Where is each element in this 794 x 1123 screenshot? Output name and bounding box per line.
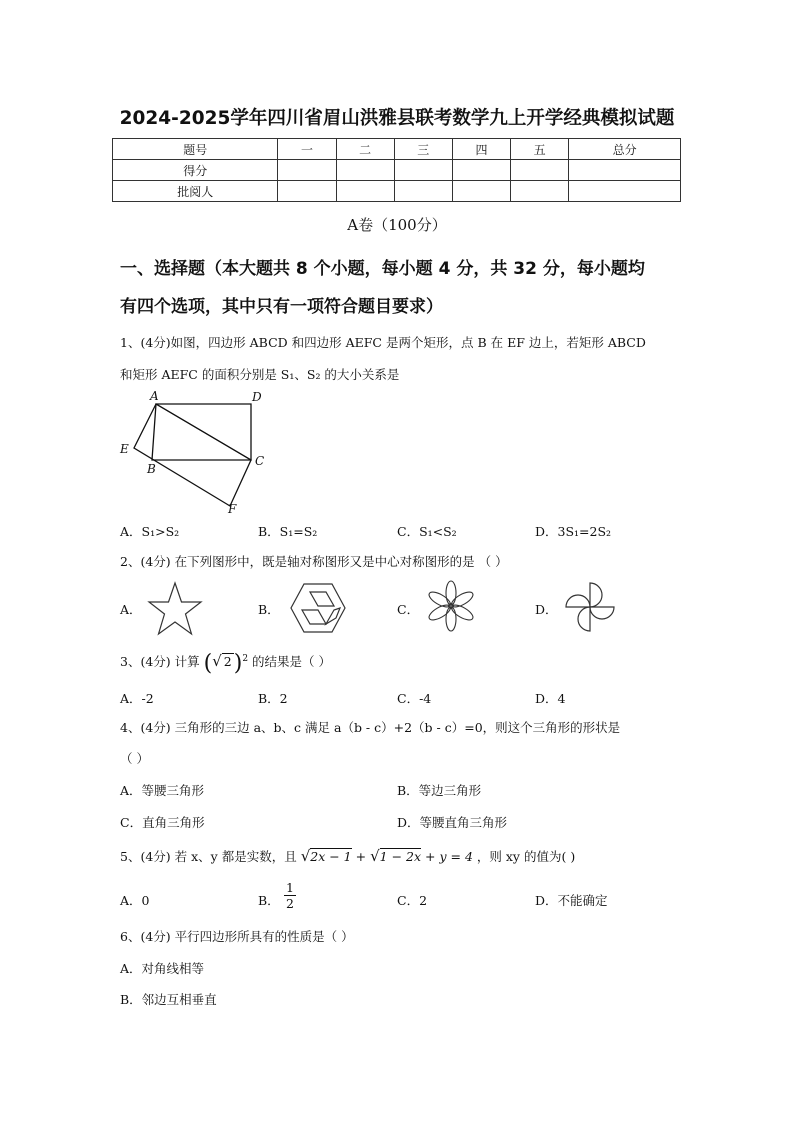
q3-paren-close: ) — [233, 651, 243, 677]
q3-option-c[interactable]: C．-4 — [397, 691, 432, 706]
score-header-cell: 四 — [452, 139, 510, 160]
star-icon — [146, 580, 204, 638]
label-d: D — [252, 390, 262, 404]
q4-option-d[interactable]: D．等腰直角三角形 — [397, 815, 508, 830]
score-header-cell: 二 — [336, 139, 394, 160]
score-header-cell: 三 — [394, 139, 452, 160]
score-cell[interactable] — [336, 160, 394, 181]
score-header-cell: 五 — [511, 139, 569, 160]
q5-fraction — [284, 880, 296, 911]
q5-fraction-denominator: 2 — [286, 896, 294, 911]
score-row-label: 批阅人 — [113, 181, 278, 202]
q5-option-d[interactable]: D．不能确定 — [535, 893, 608, 908]
q6-option-a[interactable]: A．对角线相等 — [120, 961, 205, 976]
q5-radicand-2: 1 − 2x — [379, 849, 422, 864]
q3-option-a[interactable]: A．-2 — [120, 691, 154, 706]
label-e: E — [120, 442, 129, 456]
score-row-label: 得分 — [113, 160, 278, 181]
q5-sqrt-sign-1: √ — [300, 847, 311, 865]
q5-suffix: ，则 xy 的值为( ) — [476, 849, 576, 864]
q1-rectangle-figure — [112, 386, 272, 516]
score-cell[interactable] — [394, 160, 452, 181]
score-table-row — [113, 181, 681, 202]
label-b: B — [147, 462, 156, 476]
score-cell[interactable] — [278, 181, 336, 202]
q4-option-a[interactable]: A．等腰三角形 — [120, 783, 205, 798]
q3-suffix: 的结果是（ ） — [252, 654, 332, 670]
q5-sqrt-sign-2: √ — [370, 847, 380, 865]
q4-text-line1: 4、(4分) 三角形的三边 a、b、c 满足 a（b - c）+2（b - c）=0，则这个三角形的形状是 — [120, 720, 621, 735]
page-title: 2024-2025学年四川省眉山洪雅县联考数学九上开学经典模拟试题 — [119, 108, 675, 129]
score-header-cell: 题号 — [113, 139, 278, 160]
q5-option-a[interactable]: A．0 — [120, 893, 150, 908]
q2-option-a[interactable]: A． — [120, 602, 142, 617]
diagonal-ac — [156, 404, 251, 460]
q3-sqrt-sign: √ — [212, 652, 222, 671]
q2-text: 2、(4分) 在下列图形中，既是轴对称图形又是中心对称图形的是 （ ） — [120, 554, 508, 569]
q5-plus: + — [355, 849, 367, 864]
section-a-title: A卷（100分） — [347, 216, 447, 234]
rectangle-aefc — [134, 404, 251, 506]
part1-heading-line2: 有四个选项，其中只有一项符合题目要求） — [120, 297, 443, 317]
q3-text — [120, 650, 680, 677]
score-cell[interactable] — [336, 181, 394, 202]
score-cell[interactable] — [278, 160, 336, 181]
part1-heading-line1: 一、选择题（本大题共 8 个小题，每小题 4 分，共 32 分，每小题均 — [120, 259, 645, 279]
q1-option-d[interactable]: D．3S₁=2S₂ — [535, 524, 612, 539]
q5-option-b[interactable]: B． — [258, 893, 280, 908]
q5-prefix: 5、(4分) 若 x、y 都是实数，且 — [120, 849, 297, 864]
q1-text-line2: 和矩形 AEFC 的面积分别是 S₁、S₂ 的大小关系是 — [120, 367, 400, 382]
score-cell[interactable] — [394, 181, 452, 202]
q1-option-c[interactable]: C．S₁<S₂ — [397, 524, 457, 539]
q3-paren-open: ( — [203, 651, 213, 677]
q2-option-b[interactable]: B． — [258, 602, 280, 617]
score-header-cell: 总分 — [569, 139, 681, 160]
label-f: F — [228, 502, 237, 516]
score-cell[interactable] — [452, 181, 510, 202]
q3-option-b[interactable]: B．2 — [258, 691, 288, 706]
q2-option-c[interactable]: C． — [397, 602, 420, 617]
q4-option-b[interactable]: B．等边三角形 — [397, 783, 482, 798]
q5-equation-tail: + y = 4 — [425, 849, 473, 864]
label-c: C — [255, 454, 265, 468]
q3-radicand: 2 — [223, 654, 232, 670]
q5-text — [120, 847, 680, 866]
recycle-hexagon-icon — [290, 582, 346, 634]
score-cell[interactable] — [569, 181, 681, 202]
q1-option-a[interactable]: A．S₁>S₂ — [120, 524, 180, 539]
score-cell[interactable] — [511, 181, 569, 202]
q4-text-line2: （ ） — [120, 751, 149, 766]
q5-option-c[interactable]: C．2 — [397, 893, 428, 908]
score-cell[interactable] — [569, 160, 681, 181]
pinwheel-icon — [563, 580, 617, 634]
q3-exponent: 2 — [242, 654, 249, 664]
q3-prefix: 3、(4分) 计算 — [120, 654, 200, 670]
flower-icon — [425, 580, 477, 632]
q5-fraction-numerator: 1 — [286, 880, 294, 895]
q1-option-b[interactable]: B．S₁=S₂ — [258, 524, 318, 539]
q1-text-line1: 1、(4分)如图，四边形 ABCD 和四边形 AEFC 是两个矩形，点 B 在 EF 边上，若矩形 ABCD — [120, 335, 646, 350]
q4-option-c[interactable]: C．直角三角形 — [120, 815, 205, 830]
score-header-cell: 一 — [278, 139, 336, 160]
score-cell[interactable] — [511, 160, 569, 181]
score-table-row — [113, 160, 681, 181]
score-table — [112, 138, 681, 202]
q6-text: 6、(4分) 平行四边形所具有的性质是（ ） — [120, 929, 354, 944]
q3-sqrt — [212, 652, 234, 671]
score-cell[interactable] — [452, 160, 510, 181]
q5-radicand-1: 2x − 1 — [310, 849, 352, 864]
score-table-header-row — [113, 139, 681, 160]
q3-option-d[interactable]: D．4 — [535, 691, 566, 706]
q6-option-b[interactable]: B．邻边互相垂直 — [120, 992, 217, 1007]
q2-option-d[interactable]: D． — [535, 602, 558, 617]
label-a: A — [150, 389, 159, 403]
